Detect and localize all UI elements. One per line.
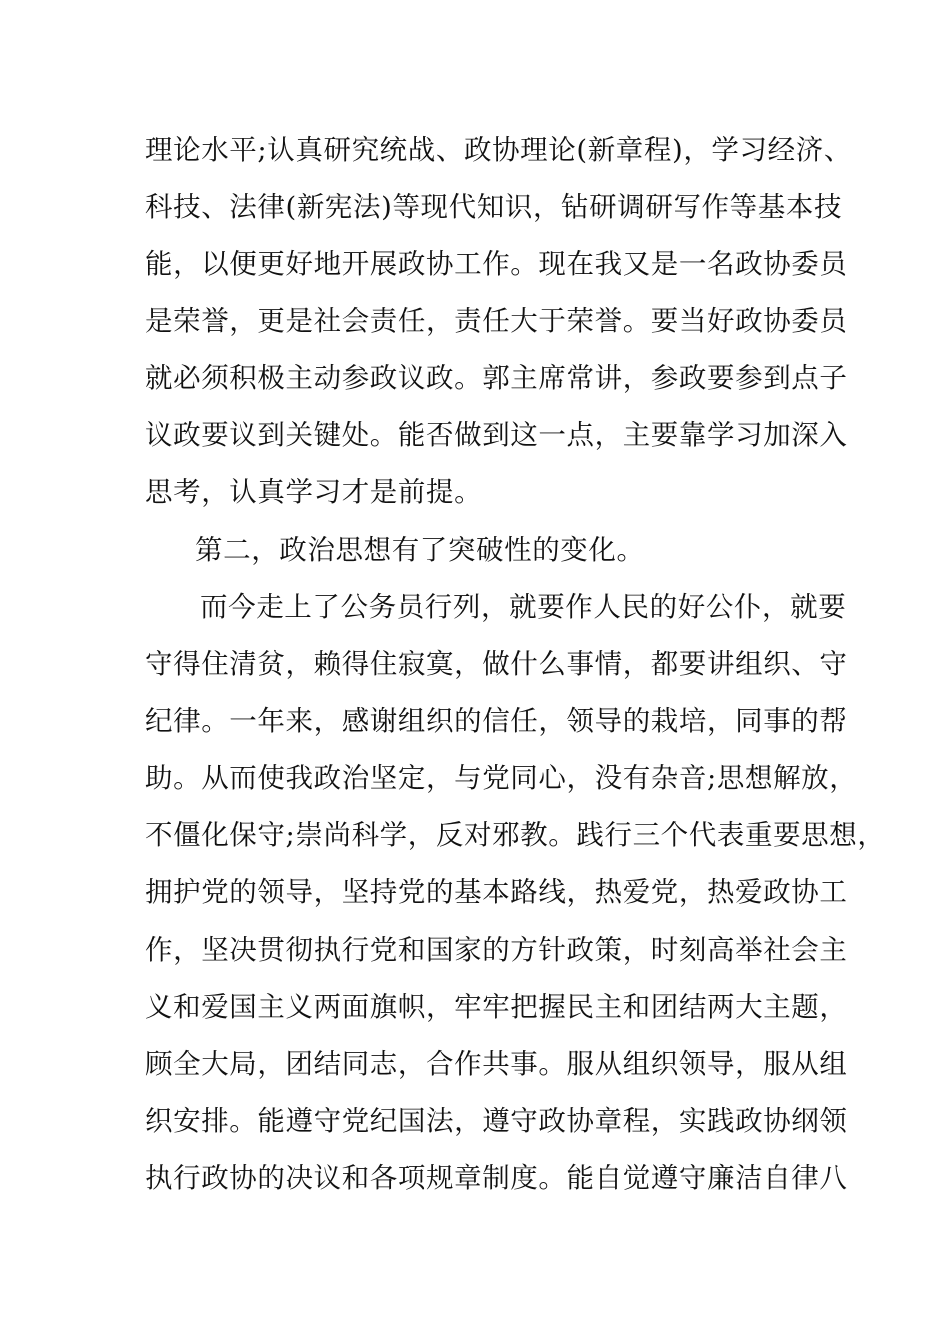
text-line-15: 作，坚决贯彻执行党和国家的方针政策，时刻高举社会主 — [145, 934, 848, 966]
text-line-5: 就必须积极主动参政议政。郭主席常讲，参政要参到点子 — [145, 362, 848, 394]
text-line-7: 思考，认真学习才是前提。 — [145, 476, 483, 508]
text-line-11: 纪律。一年来，感谢组织的信任，领导的栽培，同事的帮 — [145, 705, 848, 737]
text-line-18: 织安排。能遵守党纪国法，遵守政协章程，实践政协纲领 — [145, 1105, 848, 1137]
section-heading: 第二，政治思想有了突破性的变化。 — [195, 534, 645, 566]
text-line-19: 执行政协的决议和各项规章制度。能自觉遵守廉洁自律八 — [145, 1162, 848, 1194]
text-line-12: 助。从而使我政治坚定，与党同心，没有杂音;思想解放， — [145, 762, 858, 794]
text-line-3: 能，以便更好地开展政协工作。现在我又是一名政协委员 — [145, 248, 848, 280]
text-line-10: 守得住清贫，赖得住寂寞，做什么事情，都要讲组织、守 — [145, 648, 848, 680]
text-line-14: 拥护党的领导，坚持党的基本路线，热爱党，热爱政协工 — [145, 876, 848, 908]
text-line-13: 不僵化保守;崇尚科学，反对邪教。践行三个代表重要思想， — [145, 819, 886, 851]
text-line-9: 而今走上了公务员行列，就要作人民的好公仆，就要 — [200, 591, 847, 623]
text-line-1: 理论水平;认真研究统战、政协理论(新章程)，学习经济、 — [145, 134, 852, 166]
text-line-4: 是荣誉，更是社会责任，责任大于荣誉。要当好政协委员 — [145, 305, 848, 337]
text-line-6: 议政要议到关键处。能否做到这一点，主要靠学习加深入 — [145, 419, 848, 451]
text-line-17: 顾全大局，团结同志，合作共事。服从组织领导，服从组 — [145, 1048, 848, 1080]
text-line-16: 义和爱国主义两面旗帜，牢牢把握民主和团结两大主题， — [145, 991, 848, 1023]
text-line-2: 科技、法律(新宪法)等现代知识，钻研调研写作等基本技 — [145, 191, 843, 223]
